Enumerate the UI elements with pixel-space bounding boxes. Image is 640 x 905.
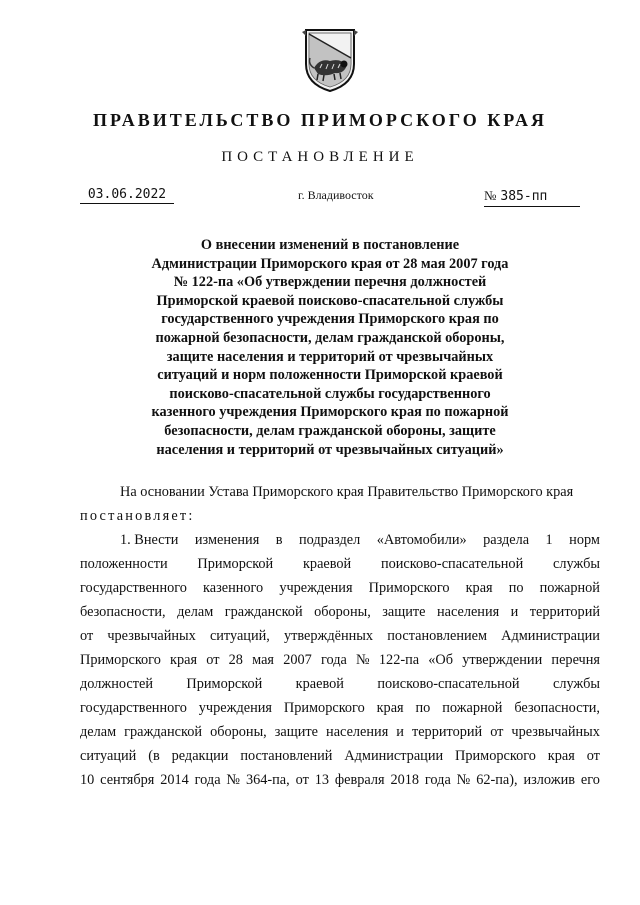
word: мая: [252, 652, 275, 668]
word: перечня: [551, 652, 600, 668]
government-title: ПРАВИТЕЛЬСТВО ПРИМОРСКОГО КРАЯ: [93, 110, 547, 130]
word: подраздел: [298, 532, 361, 548]
subject-line: безопасности, делам гражданской обороны, защите: [164, 422, 496, 439]
number-sign: №: [484, 188, 497, 203]
word: «Об: [428, 652, 454, 668]
word: постановлением: [387, 628, 488, 644]
word: Администрации: [344, 748, 444, 764]
word: «Автомобили»: [376, 532, 467, 548]
word: Приморской: [186, 676, 263, 692]
word: края: [376, 700, 404, 716]
word: учреждения: [198, 700, 272, 716]
word: поисково-спасательной: [380, 556, 524, 572]
subject-line: населения и территорий от чрезвычайных ситуаций»: [156, 441, 504, 458]
word: от: [295, 772, 309, 788]
word: положенности: [80, 556, 168, 572]
word: 1. Внести: [120, 532, 179, 548]
document-type: ПОСТАНОВЛЕНИЕ: [221, 149, 419, 165]
word: безопасности,: [514, 700, 600, 716]
subject-line: Приморской краевой поисково-спасательной службы: [156, 292, 504, 309]
subject-line: О внесении изменений в постановление: [200, 237, 460, 253]
word: и: [396, 724, 404, 740]
word: казенного: [203, 580, 264, 596]
word: края: [547, 748, 575, 764]
subject-line: № 122-па «Об утверждении перечня должностей: [173, 274, 487, 291]
word: Приморской: [197, 556, 274, 572]
word: редакции: [171, 748, 229, 764]
word: 62-па),: [476, 772, 518, 788]
word: территорий: [411, 724, 483, 740]
word: гражданской: [124, 724, 203, 740]
word: учреждения: [279, 580, 353, 596]
word: безопасности,: [80, 604, 166, 620]
resolves-word: постановляет:: [80, 508, 195, 524]
coat-of-arms-icon: [300, 24, 360, 94]
word: утверждённых: [283, 628, 374, 644]
word: государственного: [80, 580, 187, 596]
word: пожарной: [442, 700, 503, 716]
word: гражданской: [224, 604, 303, 620]
word: края: [465, 580, 493, 596]
word: делам: [80, 724, 117, 740]
word: изложив: [523, 772, 575, 788]
word: февраля: [334, 772, 385, 788]
subject-line: казенного учреждения Приморского края по пожарной: [151, 404, 509, 421]
word: года: [424, 772, 451, 788]
item1-line: [80, 696, 600, 720]
word: Приморского: [283, 700, 365, 716]
word: от: [586, 748, 600, 764]
document-date: 03.06.2022: [80, 187, 174, 204]
number-value: 385-пп: [500, 189, 548, 204]
item1-line: [80, 768, 600, 792]
word: 13: [314, 772, 329, 788]
word: защите: [274, 724, 319, 740]
word: 364-па,: [245, 772, 290, 788]
word: утверждении: [462, 652, 543, 668]
word: 10: [80, 772, 95, 788]
subject-line: пожарной безопасности, делам гражданской обороны,: [155, 329, 505, 346]
word: №: [456, 772, 471, 788]
word: (в: [148, 748, 160, 764]
document-body: [80, 480, 600, 792]
word: и: [510, 604, 519, 620]
word: Приморского: [368, 580, 450, 596]
word: 1: [545, 532, 553, 548]
word: службы: [552, 556, 600, 572]
word: норм: [569, 532, 600, 548]
word: чрезвычайных: [511, 724, 600, 740]
word: изменения: [194, 532, 260, 548]
word: государственного: [80, 700, 187, 716]
word: от: [206, 652, 220, 668]
word: по: [415, 700, 431, 716]
subject-line: Администрации Приморского края от 28 мая 2007 года: [151, 255, 509, 272]
item1-line: [80, 648, 600, 672]
word: Приморского: [80, 652, 161, 668]
item1-line: [80, 672, 600, 696]
word: 2018: [390, 772, 420, 788]
word: населения: [436, 604, 500, 620]
word: Администрации: [501, 628, 600, 644]
word: краевой: [302, 556, 352, 572]
word: пожарной: [539, 580, 600, 596]
word: 2014: [160, 772, 189, 788]
item1-line: [80, 600, 600, 624]
word: территорий: [529, 604, 600, 620]
word: года: [320, 652, 347, 668]
word: года: [194, 772, 221, 788]
word: Приморского: [455, 748, 536, 764]
subject-line: государственного учреждения Приморского края по: [161, 311, 499, 328]
word: края: [170, 652, 198, 668]
word: краевой: [295, 676, 344, 692]
word: обороны,: [314, 604, 371, 620]
document-subject: [120, 236, 540, 459]
document-city: г. Владивосток: [298, 188, 374, 202]
item1-line: [80, 552, 600, 576]
subject-line: ситуаций и норм положенности Приморской краевой: [157, 367, 503, 384]
word: сентября: [100, 772, 155, 788]
word: должностей: [80, 676, 153, 692]
word: постановлений: [240, 748, 333, 764]
word: раздела: [483, 532, 530, 548]
document-number: [484, 187, 580, 207]
item1-line: [80, 720, 600, 744]
item1-line: [80, 528, 600, 552]
preamble-line: На основании Устава Приморского края Правительство Приморского края: [120, 484, 574, 500]
word: от: [490, 724, 504, 740]
item1-line: [80, 624, 600, 648]
word: №: [356, 652, 370, 668]
subject-line: защите населения и территорий от чрезвычайных: [166, 348, 494, 365]
subject-line: поисково-спасательной службы государственного: [169, 385, 491, 402]
word: обороны,: [210, 724, 267, 740]
word: делам: [177, 604, 214, 620]
word: службы: [552, 676, 600, 692]
word: поисково-спасательной: [377, 676, 520, 692]
word: ситуаций,: [209, 628, 270, 644]
item1-line: [80, 744, 600, 768]
word: 122-па: [378, 652, 420, 668]
word: защите: [382, 604, 426, 620]
word: населения: [326, 724, 389, 740]
word: по: [508, 580, 524, 596]
word: его: [580, 772, 600, 788]
word: чрезвычайных: [107, 628, 196, 644]
word: от: [80, 628, 94, 644]
word: в: [275, 532, 283, 548]
item1-line: [80, 576, 600, 600]
word: 2007: [283, 652, 312, 668]
word: 28: [228, 652, 243, 668]
word: №: [226, 772, 241, 788]
word: ситуаций: [80, 748, 137, 764]
